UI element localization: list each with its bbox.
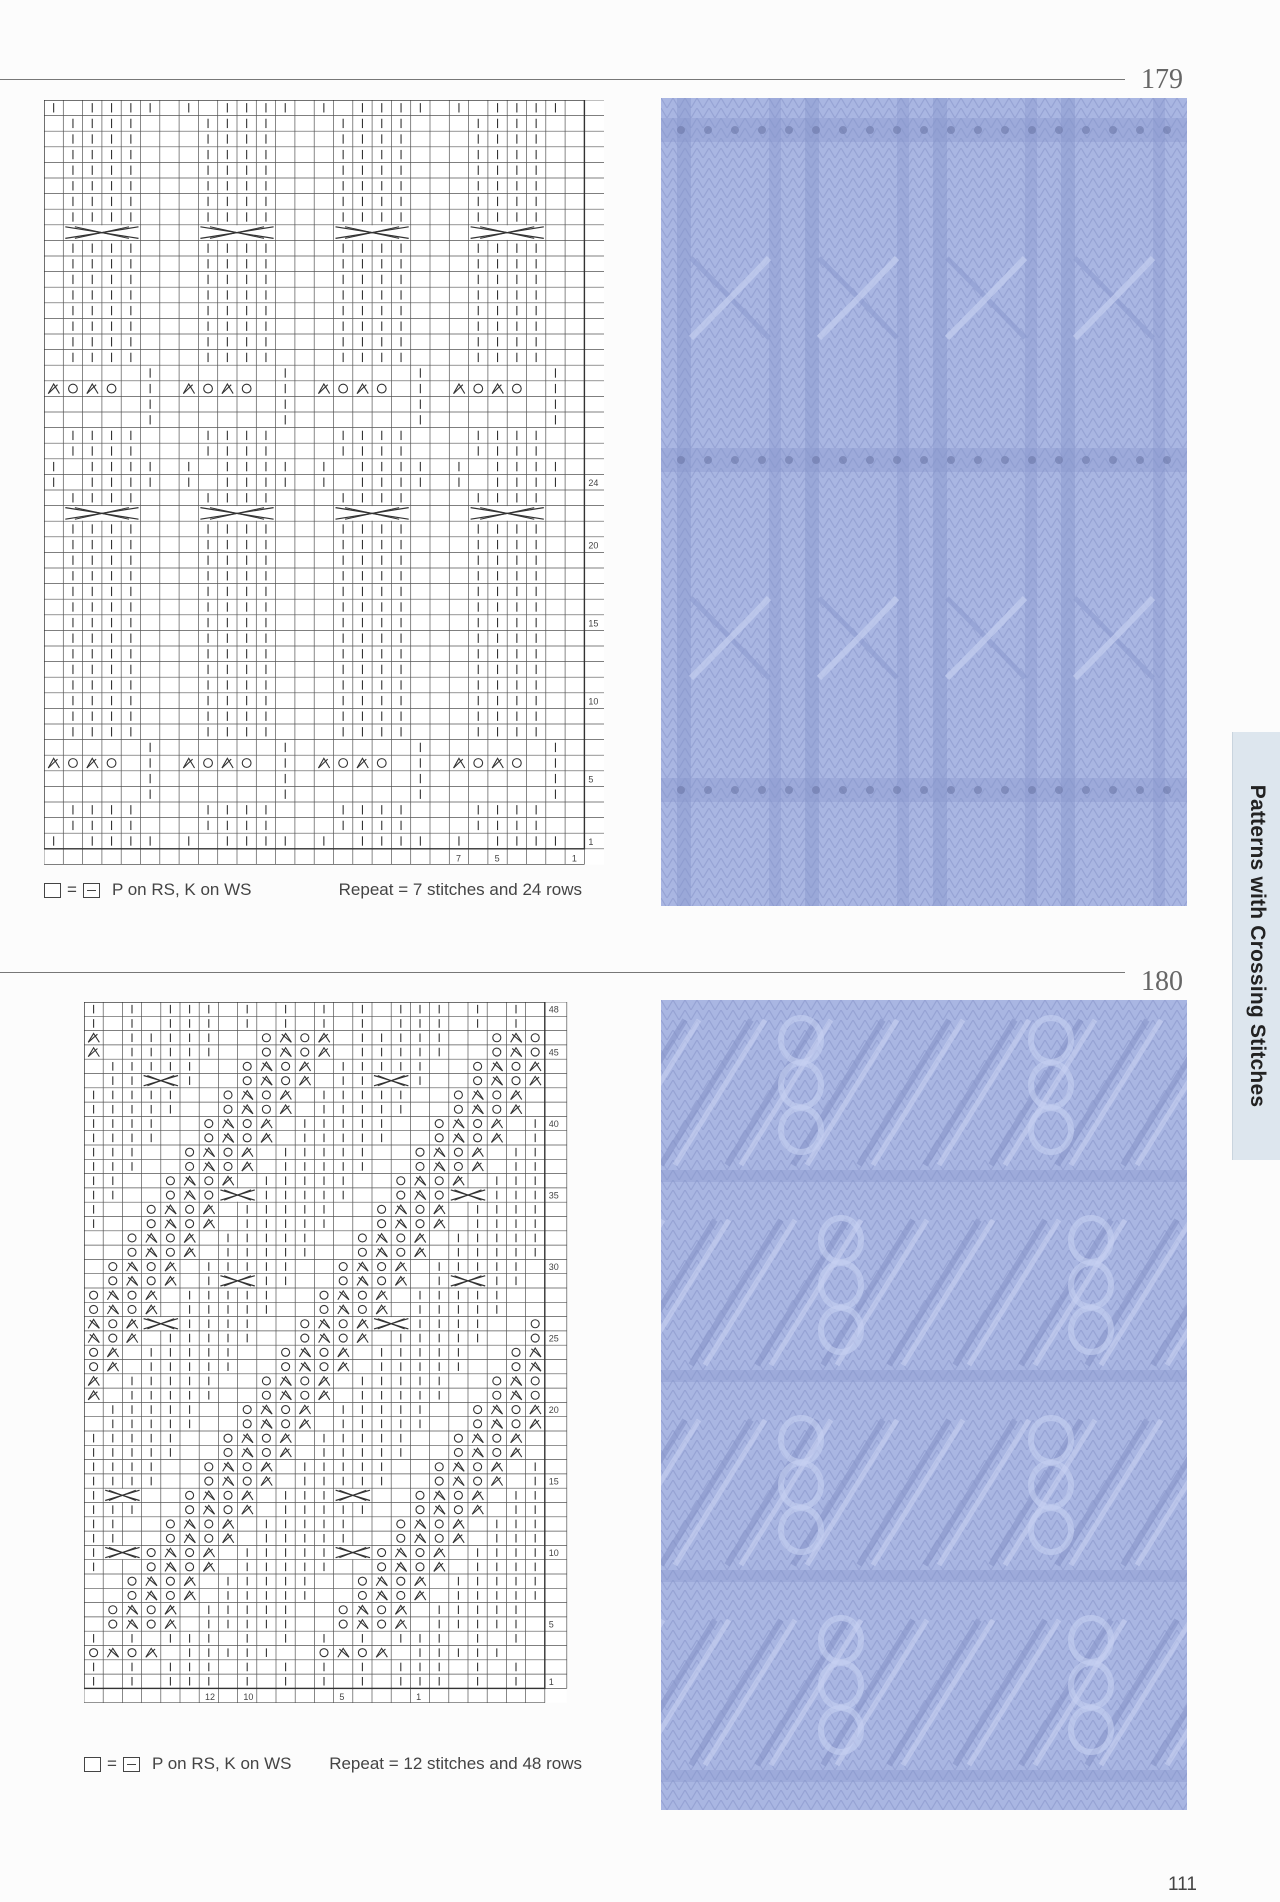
col-label: 1 [571,853,577,864]
header-rule-179 [0,79,1125,80]
col-label: 5 [494,853,500,864]
col-label: 7 [456,853,462,864]
repeat-text-179: Repeat = 7 stitches and 24 rows [338,880,582,899]
col-label: 1 [416,1691,422,1702]
swatch-photo-179 [661,98,1187,906]
side-tab [1232,732,1280,1160]
row-label: 20 [548,1405,559,1416]
page-number: 111 [1168,1874,1197,1895]
col-label: 5 [339,1691,345,1702]
header-rule-180 [0,972,1125,973]
row-label: 24 [588,478,599,489]
legend-equals: = [107,1754,117,1773]
row-label: 20 [588,540,599,551]
row-label: 25 [548,1333,559,1344]
legend-180 [84,1754,291,1774]
empty-square-icon [84,1757,101,1772]
row-label: 48 [548,1004,559,1015]
swatch-photo-180 [661,1000,1187,1810]
dash-square-icon [83,883,100,898]
row-label: 1 [588,836,594,847]
pattern-number-180: 180 [1141,966,1183,997]
legend-equals: = [67,880,77,899]
row-label: 30 [548,1262,559,1273]
row-label: 1 [548,1676,554,1687]
repeat-text-180: Repeat = 12 stitches and 48 rows [329,1754,582,1773]
row-label: 10 [548,1548,559,1559]
legend-179 [44,880,251,900]
row-label: 5 [548,1619,554,1630]
row-label: 15 [548,1476,559,1487]
row-label: 40 [548,1119,559,1130]
col-label: 12 [204,1691,215,1702]
dash-square-icon [123,1757,140,1772]
row-label: 35 [548,1190,559,1201]
chart-180 [84,1002,604,1726]
chart-179 [44,100,604,870]
row-label: 5 [588,774,594,785]
empty-square-icon [44,883,61,898]
col-label: 10 [243,1691,254,1702]
row-label: 45 [548,1047,559,1058]
row-label: 15 [588,618,599,629]
legend-text: P on RS, K on WS [111,880,252,899]
row-label: 10 [588,696,599,707]
legend-text: P on RS, K on WS [151,1754,292,1773]
side-tab-label: Patterns with Crossing Stitches [1246,784,1269,1108]
pattern-number-179: 179 [1141,64,1183,95]
